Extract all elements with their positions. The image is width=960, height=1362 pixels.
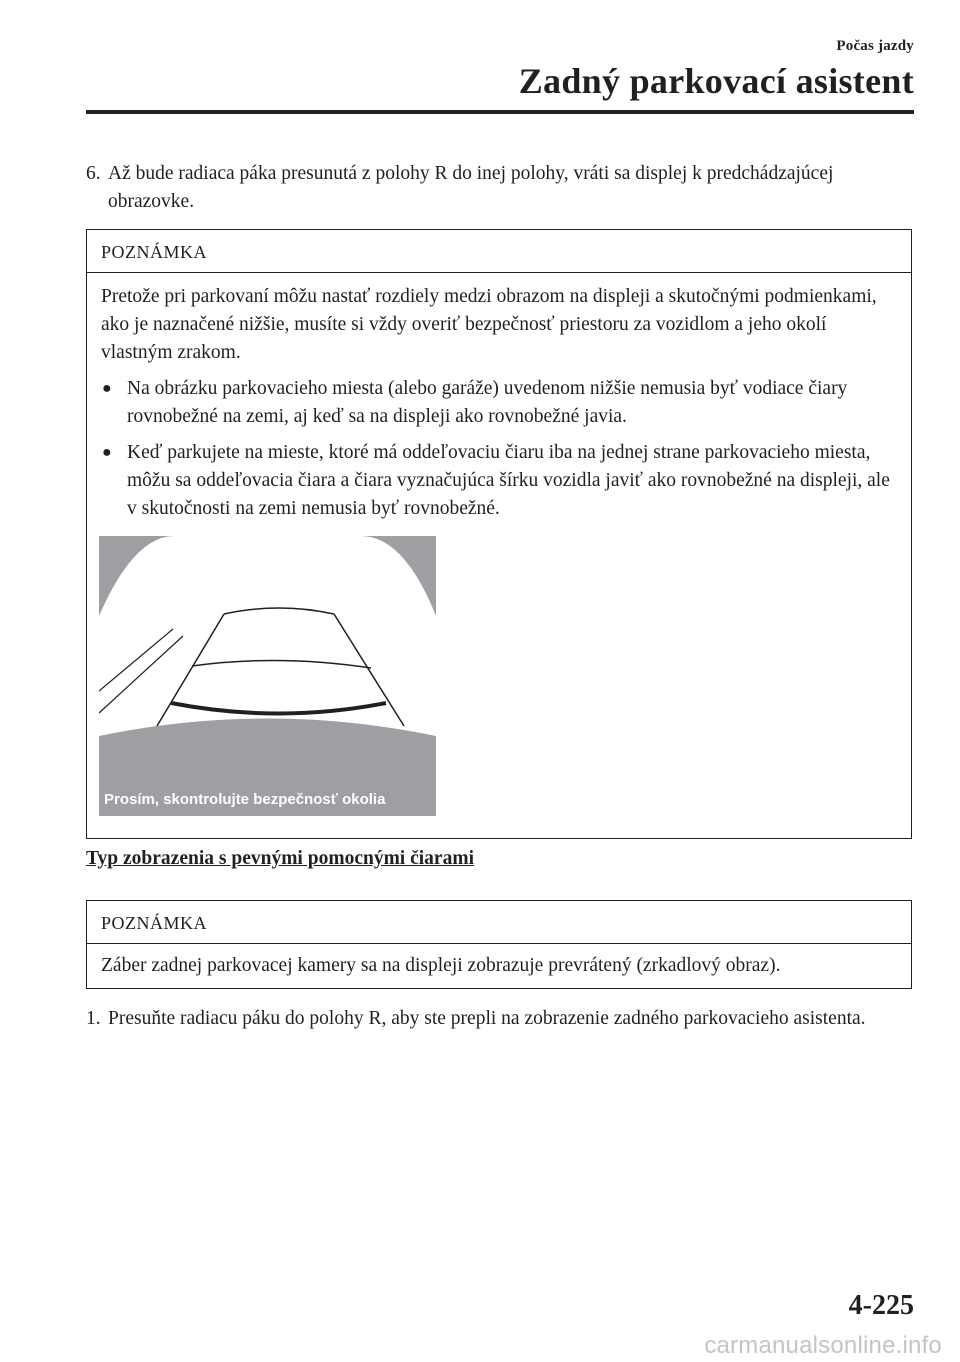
page-number: 4-225 bbox=[848, 1290, 914, 1321]
step-text: Až bude radiaca páka presunutá z polohy R do inej polohy, vráti sa displej k predchádzajúcej obrazovke. bbox=[108, 163, 834, 212]
note-intro: Pretože pri parkovaní môžu nastať rozdiely medzi obrazom na displeji a skutočnými podmienkami, ako je naznačené nižšie, musíte si vždy overiť bezpečnosť priestoru za vozidlom a jeho okolí vlastným zrakom. bbox=[101, 286, 877, 363]
watermark: carmanualsonline.info bbox=[704, 1332, 942, 1359]
step-text: Presuňte radiacu páku do polohy R, aby ste prepli na zobrazenie zadného parkovacieho asistenta. bbox=[108, 1008, 866, 1029]
camera-view-area bbox=[99, 536, 436, 736]
step-number: 6. bbox=[86, 163, 101, 184]
bullet-icon: ● bbox=[102, 444, 112, 461]
note-heading: POZNÁMKA bbox=[87, 230, 911, 273]
note-bullet bbox=[101, 375, 897, 431]
screen-caption: Prosím, skontrolujte bezpečnosť okolia bbox=[104, 791, 386, 808]
bullet-icon: ● bbox=[102, 380, 112, 397]
note-text: Záber zadnej parkovacej kamery sa na displeji zobrazuje prevrátený (zrkadlový obraz). bbox=[101, 955, 781, 976]
bullet-text: Keď parkujete na mieste, ktoré má oddeľovaciu čiaru iba na jednej strane parkovacieho miesta, môžu sa oddeľovacia čiara a čiara vyznačujúca šírku vozidla javiť ako rovnobežné na displeji, ale v skutočnosti na zemi nemusia byť rovnobežné. bbox=[127, 442, 890, 519]
parking-camera-screen-illustration bbox=[99, 536, 436, 816]
note-body bbox=[87, 273, 911, 523]
subheading: Typ zobrazenia s pevnými pomocnými čiarami bbox=[86, 848, 474, 869]
step-number: 1. bbox=[86, 1008, 101, 1029]
bullet-text: Na obrázku parkovacieho miesta (alebo garáže) uvedenom nižšie nemusia byť vodiace čiary rovnobežné na zemi, aj keď sa na displeji ako rovnobežné javia. bbox=[127, 378, 848, 427]
note-heading: POZNÁMKA bbox=[87, 901, 911, 944]
step-1 bbox=[86, 1005, 914, 1033]
note-box bbox=[86, 900, 912, 989]
chapter-title: Zadný parkovací asistent bbox=[518, 61, 914, 101]
note-bullet bbox=[101, 439, 897, 523]
step-6 bbox=[86, 160, 914, 216]
section-label: Počas jazdy bbox=[836, 38, 914, 54]
note-box bbox=[86, 229, 912, 839]
header-rule bbox=[86, 110, 914, 114]
